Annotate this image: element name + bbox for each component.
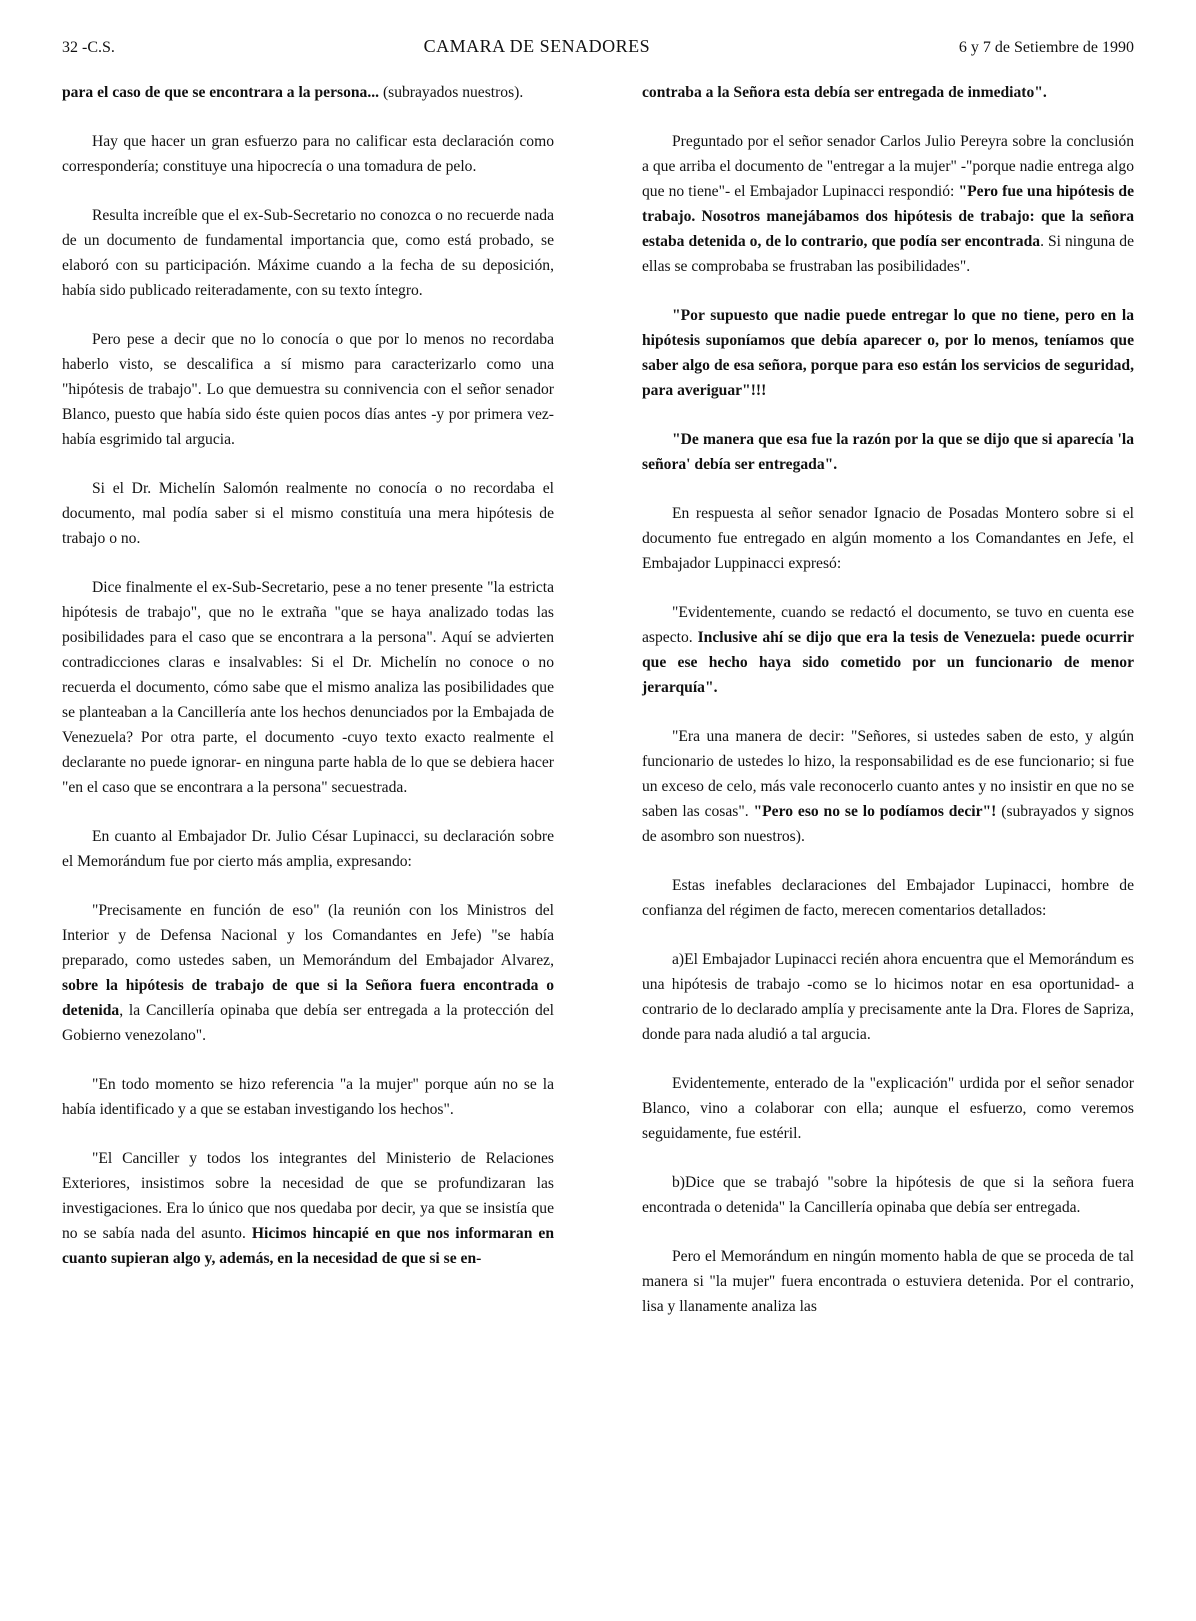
bold-text: para el caso de que se encontrara a la persona... (62, 84, 380, 101)
paragraph (642, 1170, 1134, 1220)
text-run: "Precisamente en función de eso" (la reunión con los Ministros del Interior y de Defensa Nacional y los Comandantes en Jefe) "se había preparado, como ustedes saben, un Memorándum del Embajador Alvarez, (62, 902, 554, 969)
text-run: "En todo momento se hizo referencia "a la mujer" porque aún no se la había identificado y a que se estaban investigando los hechos". (62, 1076, 554, 1118)
paragraph (62, 1072, 554, 1122)
text-run: Preguntado por el señor senador Carlos Julio Pereyra sobre la conclusión a que arriba el documento de "entregar a la mujer" -"porque nadie entrega algo que no tiene"- el Embajador Lupinacci respondió: (642, 133, 1134, 200)
bold-text: "Por supuesto que nadie puede entregar lo que no tiene, pero en la hipótesis suponíamos que debía aparecer o, por lo menos, teníamos que saber algo de esa señora, porque para eso están los servicios de seguridad, para averiguar"!!! (642, 307, 1134, 399)
text-run: Estas inefables declaraciones del Embajador Lupinacci, hombre de confianza del régimen de facto, merecen comentarios detallados: (642, 877, 1134, 919)
text-run: Pero el Memorándum en ningún momento habla de que se proceda de tal manera si "la mujer" fuera encontrada o estuviera detenida. Por el contrario, lisa y llanamente analiza las (642, 1248, 1134, 1315)
paragraph (642, 80, 1134, 105)
text-run: , la Cancillería opinaba que debía ser entregada a la protección del Gobierno venezolano". (62, 1002, 554, 1044)
bold-text: "De manera que esa fue la razón por la que se dijo que si aparecía 'la señora' debía ser entregada". (642, 431, 1134, 473)
session-date: 6 y 7 de Setiembre de 1990 (958, 39, 1134, 56)
text-run: "Evidentemente, cuando se redactó el documento, se tuvo en cuenta ese aspecto. (642, 604, 1134, 646)
paragraph (642, 303, 1134, 403)
bold-text: "Pero fue una hipótesis de trabajo. Nosotros manejábamos dos hipótesis de trabajo: que la señora estaba detenida o, de lo contrario, que podía ser encontrada (642, 183, 1135, 250)
text-run: "Era una manera de decir: "Señores, si ustedes saben de esto, y algún funcionario de ustedes lo hizo, la responsabilidad es de ese funcionario; si fue un exceso de celo, más vale reconocerlo cuanto antes y no insistir en que no se saben las cosas". (642, 728, 1134, 820)
text-run: En respuesta al señor senador Ignacio de Posadas Montero sobre si el documento fue entregado en algún momento a los Comandantes en Jefe, el Embajador Luppinacci expresó: (642, 505, 1134, 572)
paragraph (62, 1146, 554, 1271)
paragraph (642, 1244, 1134, 1319)
paragraph (62, 575, 554, 800)
text-run: (subrayados nuestros). (379, 84, 524, 101)
paragraph (62, 80, 554, 105)
paragraph (62, 203, 554, 303)
paragraph (62, 327, 554, 452)
text-run: Resulta increíble que el ex-Sub-Secretario no conozca o no recuerde nada de un documento de fundamental importancia que, como está probado, se elaboró con su participación. Máxime cuando a la fecha de su deposición, había sido publicado reiteradamente, con su texto íntegro. (62, 207, 554, 299)
bold-text: Inclusive ahí se dijo que era la tesis de Venezuela: puede ocurrir que ese hecho haya sido cometido por un funcionario de menor jerarquía". (642, 629, 1134, 696)
text-run: Hay que hacer un gran esfuerzo para no calificar esta declaración como correspondería; constituye una hipocrecía o una tomadura de pelo. (62, 133, 554, 175)
text-run: Evidentemente, enterado de la "explicación" urdida por el señor senador Blanco, vino a colaborar con ella; aunque el esfuerzo, como veremos seguidamente, fue estéril. (642, 1075, 1134, 1142)
text-run: "El Canciller y todos los integrantes del Ministerio de Relaciones Exteriores, insistimos sobre la necesidad de que se profundizaran las investigaciones. Era lo único que nos quedaba por decir, ya que se insistía que no se sabía nada del asunto. (62, 1150, 554, 1242)
text-run: Si el Dr. Michelín Salomón realmente no conocía o no recordaba el documento, mal podía saber si el mismo constituía una mera hipótesis de trabajo o no. (62, 480, 554, 547)
paragraph (642, 1071, 1134, 1146)
text-run: (subrayados y signos de asombro son nuestros). (642, 803, 1134, 845)
paragraph (642, 600, 1134, 700)
paragraph (642, 873, 1134, 923)
paragraph (642, 427, 1134, 477)
paragraph (62, 898, 554, 1048)
publication-title: CAMARA DE SENADORES (423, 36, 651, 56)
text-run: En cuanto al Embajador Dr. Julio César Lupinacci, su declaración sobre el Memorándum fue por cierto más amplia, expresando: (62, 828, 554, 870)
text-run: Dice finalmente el ex-Sub-Secretario, pese a no tener presente "la estricta hipótesis de trabajo", que no le extraña "que se haya analizado todas las posibilidades para el caso que se encontrara a la persona". Aquí se advierten contradicciones claras e insalvables: Si el Dr. Michelín no conoce o no recuerda el documento, cómo sabe que el mismo analiza las posibilidades que se planteaban a la Cancillería ante los hechos denunciados por la Embajada de Venezuela? Por otra parte, el documento -cuyo texto exacto realmente el declarante no puede ignorar- en ninguna parte habla de lo que se debiera hacer "en el caso que se encontrara a la persona" secuestrada. (62, 579, 554, 796)
paragraph (642, 501, 1134, 576)
text-columns (62, 80, 1134, 1343)
bold-text: "Pero eso no se lo podíamos decir"! (753, 803, 997, 820)
text-run: . Si ninguna de ellas se comprobaba se frustraban las posibilidades". (642, 233, 1134, 275)
bold-text: Hicimos hincapié en que nos informaran en cuanto supieran algo y, además, en la necesidad de que si se en- (62, 1225, 554, 1267)
paragraph (642, 724, 1134, 849)
left-column (62, 80, 554, 1343)
paragraph (62, 129, 554, 179)
bold-text: contraba a la Señora esta debía ser entregada de inmediato". (642, 84, 1047, 101)
page-header (62, 36, 1134, 64)
paragraph (62, 476, 554, 551)
right-column (642, 80, 1134, 1343)
paragraph (62, 824, 554, 874)
text-run: a)El Embajador Lupinacci recién ahora encuentra que el Memorándum es una hipótesis de trabajo -como se lo hicimos notar en esa oportunidad- a contrario de lo declarado amplía y precisamente ante la Dra. Flores de Sapriza, donde para nada aludió a tal argucia. (642, 951, 1134, 1043)
page-number: 32 -C.S. (62, 39, 115, 56)
text-run: b)Dice que se trabajó "sobre la hipótesis de que si la señora fuera encontrada o detenida" la Cancillería opinaba que debía ser entregada. (642, 1174, 1134, 1216)
paragraph (642, 947, 1134, 1047)
text-run: Pero pese a decir que no lo conocía o que por lo menos no recordaba haberlo visto, se descalifica a sí mismo para caracterizarlo como una "hipótesis de trabajo". Lo que demuestra su connivencia con el señor senador Blanco, puesto que había sido éste quien pocos días antes -y por primera vez- había esgrimido tal argucia. (62, 331, 554, 448)
bold-text: sobre la hipótesis de trabajo de que si la Señora fuera encontrada o detenida (62, 977, 554, 1019)
paragraph (642, 129, 1134, 279)
